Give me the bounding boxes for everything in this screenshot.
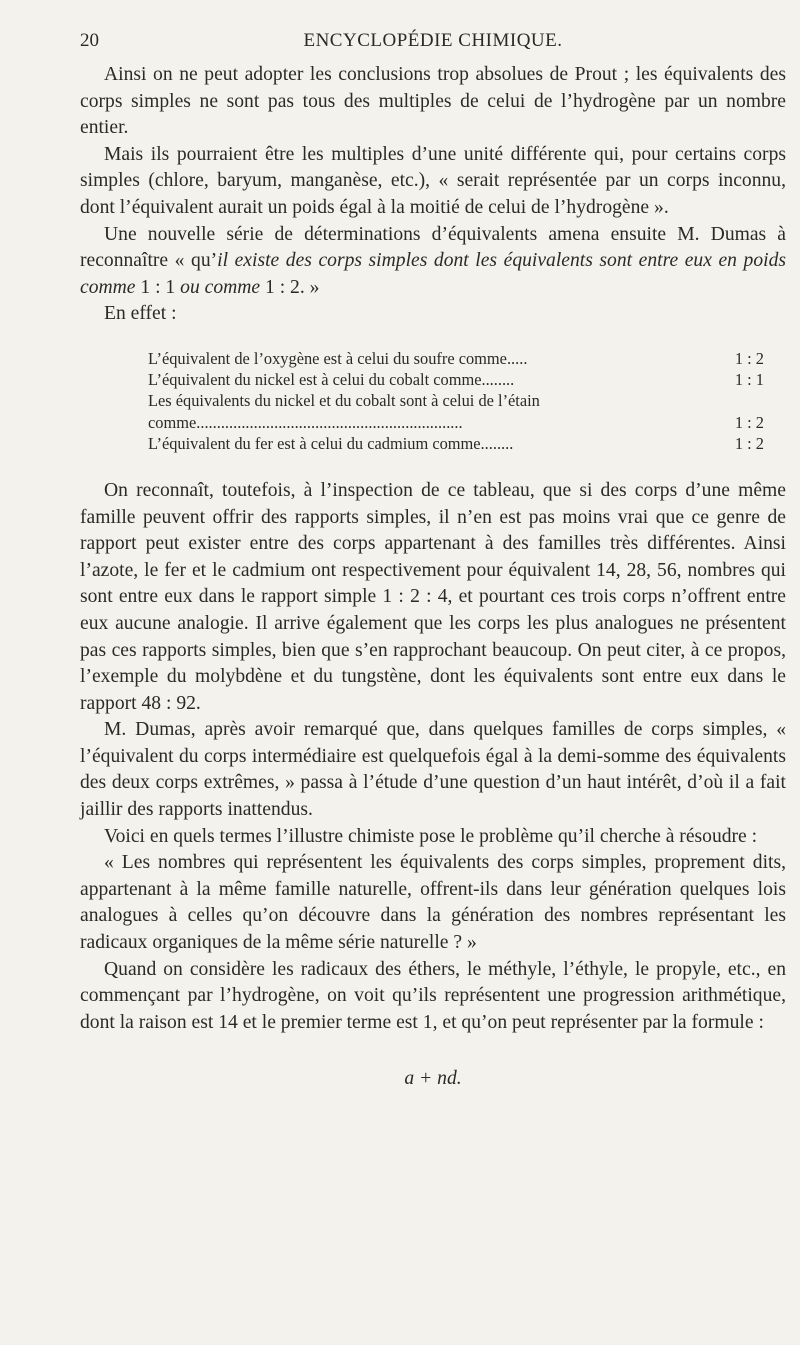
running-title: ENCYCLOPÉDIE CHIMIQUE. [303, 30, 563, 51]
ratio-table [148, 348, 778, 454]
p3-ratio-2: 1 : 2. » [260, 276, 320, 298]
paragraph-9: Quand on considère les radicaux des éthers, le méthyle, l’éthyle, le propyle, etc., en commençant par l’hydrogène, on voit qu’ils représentent une progression arithmétique, dont la raison est 14 et le premier terme est 1, et qu’on peut représenter par la formule : [80, 958, 786, 1033]
table-row-label: comme................................................................. [148, 412, 463, 432]
table-row [148, 412, 778, 433]
paragraph-7: Voici en quels termes l’illustre chimiste pose le problème qu’il cherche à résoudre : [104, 825, 758, 847]
p3-italic-2: ou comme [180, 276, 261, 298]
paragraph-6: M. Dumas, après avoir remarqué que, dans quelques familles de corps simples, « l’équivalent du corps intermédiaire est quelquefois égal à la demi-somme des équivalents des deux corps extrêmes, » passa à l’étude d’une question d’un haut intérêt, d’où il a fait jaillir des rapports inattendus. [80, 719, 786, 821]
table-row [148, 348, 778, 369]
paragraph-4: En effet : [104, 303, 177, 325]
body-text [80, 62, 786, 1093]
paragraph-2: Mais ils pourraient être les multiples d’une unité différente qui, pour certains corps simples (chlore, baryum, manganèse, etc.), « serait représentée par un corps inconnu, dont l’équivalent aurait un poids égal à la moitié de celui de l’hydrogène ». [80, 143, 786, 218]
table-row-label: L’équivalent du fer est à celui du cadmium comme........ [148, 433, 514, 453]
table-row [148, 390, 778, 411]
table-row-ratio: 1 : 2 [734, 348, 764, 368]
paragraph-8: « Les nombres qui représentent les équivalents des corps simples, proprement dits, appartenant à la même famille naturelle, offrent-ils dans leur génération quelques lois analogues à celles qu’on découvre dans la génération des nombres représentant les radicaux organiques de la même série naturelle ? » [80, 852, 786, 954]
page-header [80, 30, 786, 58]
table-row-label: L’équivalent du nickel est à celui du cobalt comme........ [148, 370, 515, 390]
table-row [148, 433, 778, 454]
paragraph-5: On reconnaît, toutefois, à l’inspection de ce tableau, que si des corps d’une même famille peuvent offrir des rapports simples, il n’en est pas moins vrai que ce genre de rapport peut exister entre des corps appartenant à des familles très différentes. Ainsi l’azote, le fer et le cadmium ont respectivement pour équivalent 14, 28, 56, nombres qui sont entre eux dans le rapport simple 1 : 2 : 4, et pourtant ces trois corps n’offrent entre eux aucune analogie. Il arrive également que les corps les plus analogues ne présentent pas ces rapports simples, bien que s’en rapprochant beaucoup. On peut citer, à ce propos, l’exemple du molybdène et du tungstène, dont les équivalents sont entre eux dans le rapport 48 : 92. [80, 479, 786, 714]
formula: a + nd. [404, 1068, 462, 1090]
table-row-ratio: 1 : 2 [734, 433, 764, 453]
table-row-ratio: 1 : 1 [734, 370, 764, 390]
paragraph-3 [80, 222, 786, 302]
p3-ratio-1: 1 : 1 [135, 276, 181, 298]
p3-italic-1: il existe des corps simples dont les équivalents sont entre eux en poids comme [80, 250, 786, 298]
page-number: 20 [80, 30, 99, 51]
table-row-ratio: 1 : 2 [734, 412, 764, 432]
p3-start: Une nouvelle série de déterminations d’équivalents amena ensuite M. Dumas à reconnaître « qu’ [80, 223, 786, 272]
table-row-label: L’équivalent de l’oxygène est à celui du soufre comme..... [148, 348, 528, 368]
paragraph-1: Ainsi on ne peut adopter les conclusions trop absolues de Prout ; les équivalents des corps simples ne sont pas tous des multiples de celui de l’hydrogène par un nombre entier. [80, 64, 786, 139]
table-row-label: Les équivalents du nickel et du cobalt sont à celui de l’étain [148, 391, 540, 411]
table-row [148, 369, 778, 390]
